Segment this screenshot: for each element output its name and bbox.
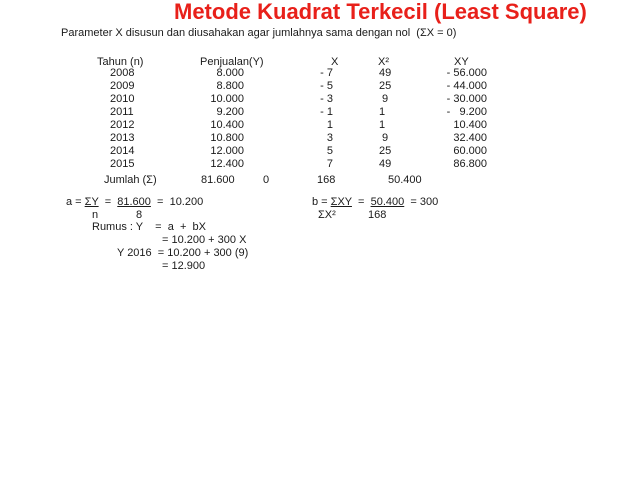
formula-b-denominator-value: 168 xyxy=(368,209,387,221)
cell-x2: 9 xyxy=(382,132,389,144)
formula-a-line: a = ΣY = 81.600 = 10.200 xyxy=(66,196,204,208)
cell-sales: 8.000 xyxy=(216,67,244,79)
header-x2: X² xyxy=(378,56,389,68)
cell-sales: 9.200 xyxy=(216,106,244,118)
header-year: Tahun (n) xyxy=(97,56,144,68)
formula-b-line: b = ΣXY = 50.400 = 300 xyxy=(312,196,439,208)
cell-xy: - 44.000 xyxy=(446,80,487,92)
formula-a-denominator-value: 8 xyxy=(136,209,143,221)
cell-x: - 7 xyxy=(320,67,333,79)
total-label: Jumlah (Σ) xyxy=(104,174,157,186)
cell-x: 7 xyxy=(326,158,333,170)
cell-year: 2011 xyxy=(110,106,134,118)
cell-x: - 3 xyxy=(320,93,333,105)
cell-year: 2010 xyxy=(110,93,135,105)
cell-xy: 32.400 xyxy=(453,132,487,144)
cell-year: 2015 xyxy=(110,158,135,170)
header-x: X xyxy=(331,56,339,68)
total-xy: 50.400 xyxy=(388,174,422,186)
header-xy: XY xyxy=(454,56,469,68)
cell-x2: 25 xyxy=(379,145,392,157)
cell-year: 2012 xyxy=(110,119,135,131)
cell-sales: 10.400 xyxy=(210,119,244,131)
formula-b-denominator: ΣX² xyxy=(318,209,336,221)
cell-year: 2008 xyxy=(110,67,135,79)
cell-sales: 8.800 xyxy=(216,80,244,92)
cell-xy: 60.000 xyxy=(453,145,487,157)
cell-xy: 10.400 xyxy=(453,119,487,131)
cell-sales: 12.000 xyxy=(210,145,244,157)
cell-x: 1 xyxy=(326,119,333,131)
rumus-line-1: Rumus : Y = a + bX xyxy=(92,221,206,233)
cell-x2: 1 xyxy=(379,106,386,118)
subtitle: Parameter X disusun dan diusahakan agar jumlahnya sama dengan nol (ΣX = 0) xyxy=(61,27,457,39)
header-sales: Penjualan(Y) xyxy=(200,56,264,68)
cell-x: 3 xyxy=(326,132,333,144)
cell-sales: 10.000 xyxy=(210,93,244,105)
cell-x2: 9 xyxy=(382,93,389,105)
formula-a-denominator-n: n xyxy=(92,209,99,221)
cell-x2: 1 xyxy=(379,119,386,131)
cell-x2: 25 xyxy=(379,80,392,92)
cell-x: 5 xyxy=(326,145,333,157)
cell-x: - 1 xyxy=(320,106,333,118)
cell-xy: - 30.000 xyxy=(446,93,487,105)
cell-sales: 12.400 xyxy=(210,158,244,170)
cell-x2: 49 xyxy=(379,67,392,79)
rumus-line-2: = 10.200 + 300 X xyxy=(162,234,247,246)
cell-x2: 49 xyxy=(379,158,392,170)
cell-year: 2014 xyxy=(110,145,135,157)
cell-year: 2009 xyxy=(110,80,135,92)
rumus-line-3: Y 2016 = 10.200 + 300 (9) xyxy=(117,247,249,259)
cell-sales: 10.800 xyxy=(210,132,244,144)
rumus-line-4: = 12.900 xyxy=(162,260,206,272)
cell-xy: 86.800 xyxy=(453,158,487,170)
total-x2: 168 xyxy=(317,174,336,186)
page-title: Metode Kuadrat Terkecil (Least Square) xyxy=(174,0,587,24)
total-x: 0 xyxy=(263,174,270,186)
cell-xy: - 9.200 xyxy=(446,106,487,118)
total-sales: 81.600 xyxy=(201,174,235,186)
cell-x: - 5 xyxy=(320,80,333,92)
cell-year: 2013 xyxy=(110,132,135,144)
cell-xy: - 56.000 xyxy=(446,67,487,79)
